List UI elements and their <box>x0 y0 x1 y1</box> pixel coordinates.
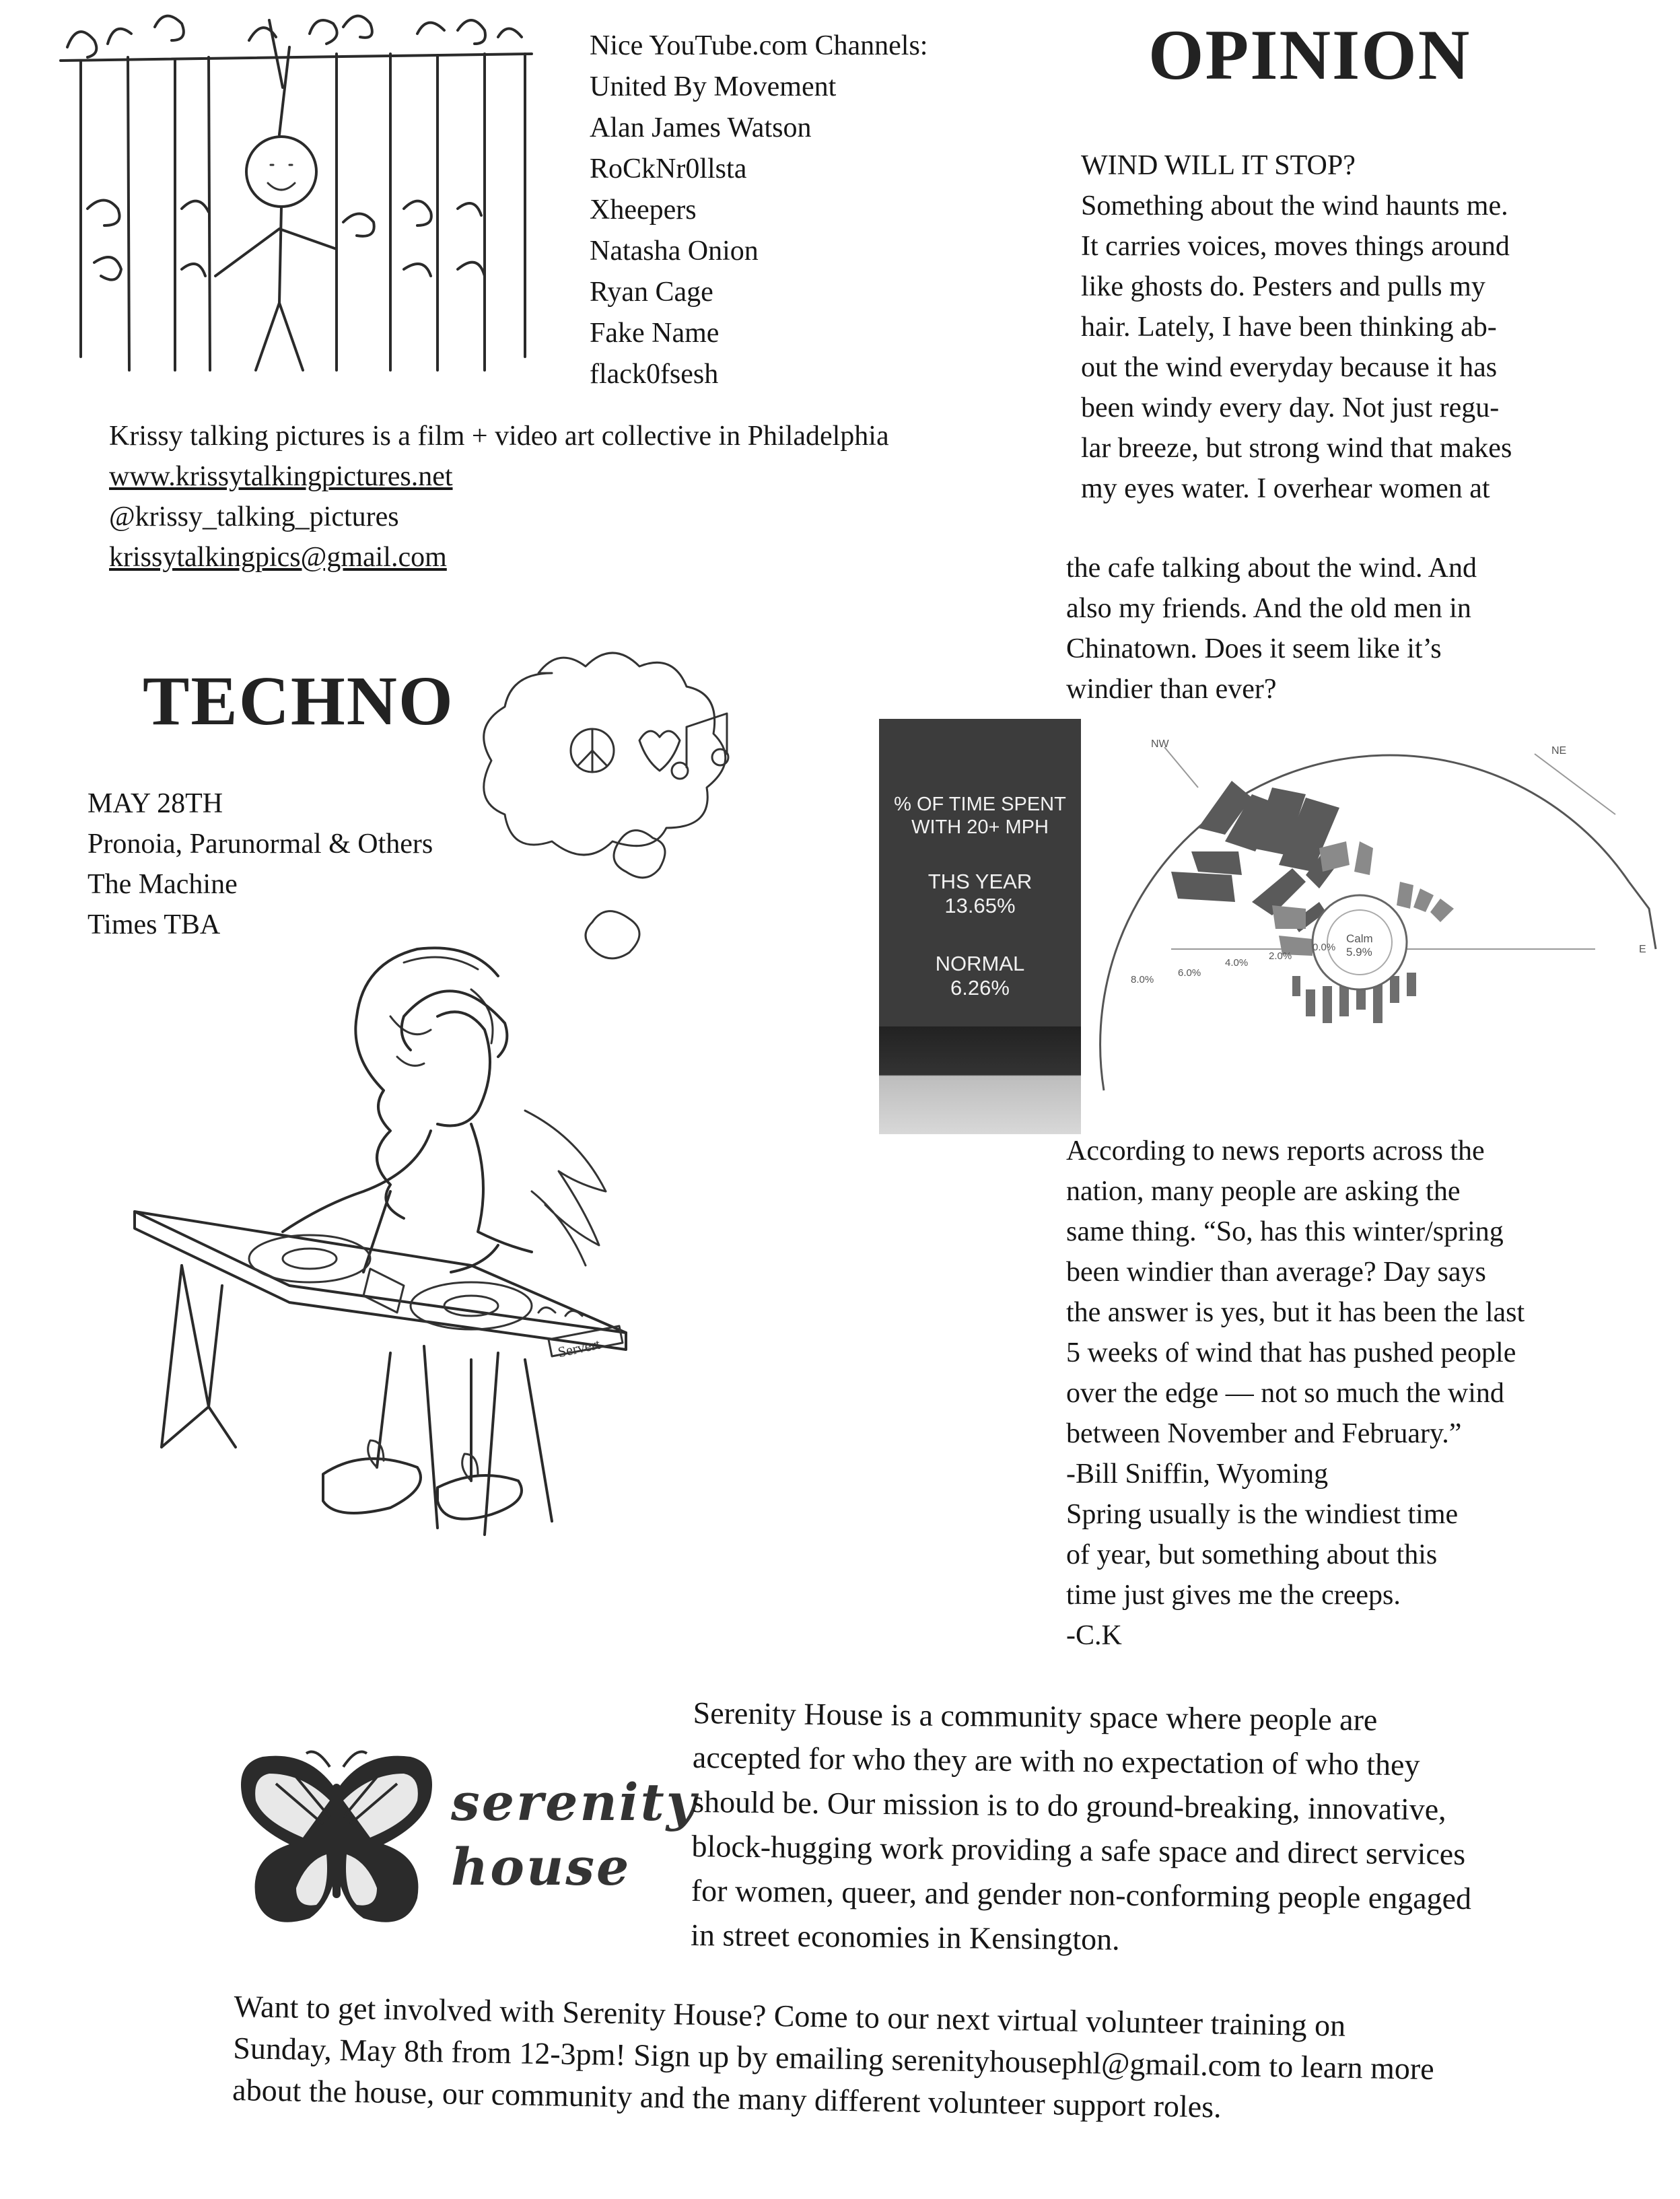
ring-label: 0.0% <box>1312 942 1336 953</box>
opinion-line: out the wind everyday because it has <box>1081 352 1498 383</box>
channel-item: RoCkNr0llsta <box>590 153 747 184</box>
serenity-volunteer <box>232 1986 1436 2132</box>
volunteer-line: Want to get involved with Serenity House? Come to our next virtual volunteer training on <box>234 1988 1346 2043</box>
opinion-line: lar breeze, but strong wind that makes <box>1081 433 1512 464</box>
compass-e: E <box>1639 944 1646 955</box>
opinion-title: WIND WILL IT STOP? <box>1081 150 1356 181</box>
opinion-line: same thing. “So, has this winter/spring <box>1066 1216 1504 1247</box>
opinion-line: Spring usually is the windiest time <box>1066 1499 1459 1530</box>
channel-item: Alan James Watson <box>590 112 812 143</box>
ring-label: 8.0% <box>1131 974 1154 985</box>
wind-rose-chart <box>875 707 1656 1124</box>
about-line: in street economies in Kensington. <box>690 1917 1120 1957</box>
opinion-line: time just gives me the creeps. <box>1066 1580 1401 1611</box>
compass-ne: NE <box>1551 745 1567 757</box>
opinion-column-middle <box>1066 548 1477 709</box>
dj-girl-drawing <box>121 639 794 1622</box>
opinion-line: between November and February.” <box>1066 1418 1462 1449</box>
serenity-logo-text: serenity <box>451 1772 698 1832</box>
serenity-about <box>691 1691 1473 1965</box>
opinion-line: windier than ever? <box>1066 674 1277 705</box>
opinion-line: nation, many people are asking the <box>1066 1176 1461 1207</box>
channel-item: Fake Name <box>590 318 720 349</box>
opinion-heading: OPINION <box>1148 15 1471 94</box>
peace-icon <box>571 729 614 772</box>
music-note-icon <box>672 713 728 779</box>
opinion-line: -C.K <box>1066 1620 1122 1651</box>
krissy-email-link[interactable]: krissytalkingpics@gmail.com <box>109 542 447 573</box>
techno-venue: The Machine <box>88 869 238 900</box>
krissy-block <box>109 416 889 578</box>
opinion-line: -Bill Sniffin, Wyoming <box>1066 1459 1329 1490</box>
opinion-line: Something about the wind haunts me. <box>1081 190 1508 221</box>
dj-drawing <box>121 639 794 1622</box>
opinion-line: been windy every day. Not just regu- <box>1081 392 1500 423</box>
ring-label: 6.0% <box>1178 967 1201 979</box>
mixer-label: Servert <box>556 1335 602 1361</box>
about-line: for women, queer, and gender non-conforming people engaged <box>691 1873 1472 1916</box>
channel-item: Natasha Onion <box>590 236 759 267</box>
normal-label: NORMAL <box>935 952 1025 975</box>
techno-heading: TECHNO <box>143 662 454 740</box>
normal-value: 6.26% <box>950 976 1010 1000</box>
volunteer-line: about the house, our community and the many different volunteer support roles. <box>232 2072 1222 2124</box>
house-logo-text: house <box>451 1837 631 1897</box>
compass-nw: NW <box>1151 738 1169 750</box>
opinion-line: Chinatown. Does it seem like it’s <box>1066 633 1442 664</box>
about-line: Serenity House is a community space where people are <box>693 1695 1378 1737</box>
opinion-line: 5 weeks of wind that has pushed people <box>1066 1337 1516 1368</box>
volunteer-line: Sunday, May 8th from 12-3pm! Sign up by emailing serenityhousephl@gmail.com to learn more <box>232 2030 1435 2087</box>
calm-label: Calm <box>1346 932 1373 945</box>
youtube-heading: Nice YouTube.com Channels: <box>590 30 928 61</box>
serenity-logo <box>229 1737 698 1945</box>
opinion-line: also my friends. And the old men in <box>1066 593 1471 624</box>
channel-item: flack0fsesh <box>590 359 719 390</box>
youtube-channels-list <box>590 26 928 395</box>
stick-figure-behind-gate-drawing <box>54 7 538 390</box>
techno-date: MAY 28TH <box>88 788 223 819</box>
techno-times: Times TBA <box>88 909 221 940</box>
opinion-line: According to news reports across the <box>1066 1136 1485 1166</box>
ring-label: 4.0% <box>1225 957 1249 969</box>
panel-title-line: WITH 20+ MPH <box>911 816 1049 838</box>
opinion-line: It carries voices, moves things around <box>1081 231 1510 262</box>
about-line: block-hugging work providing a safe space and direct services <box>691 1828 1466 1872</box>
channel-item: Xheepers <box>590 195 697 225</box>
ring-label: 2.0% <box>1269 950 1292 962</box>
krissy-description: Krissy talking pictures is a film + video art collective in Philadelphia <box>109 421 889 452</box>
panel-title-line: % OF TIME SPENT <box>894 794 1066 815</box>
opinion-column-top <box>1081 145 1512 509</box>
krissy-handle: @krissy_talking_pictures <box>109 501 399 532</box>
opinion-line: the answer is yes, but it has been the last <box>1066 1297 1525 1328</box>
calm-value: 5.9% <box>1346 946 1372 958</box>
about-line: should be. Our mission is to do ground-breaking, innovative, <box>692 1784 1446 1827</box>
opinion-line: been windier than average? Day says <box>1066 1257 1486 1288</box>
this-year-value: 13.65% <box>944 894 1016 917</box>
opinion-column-bottom <box>1066 1131 1525 1656</box>
opinion-line: of year, but something about this <box>1066 1539 1438 1570</box>
opinion-line: the cafe talking about the wind. And <box>1066 553 1477 584</box>
butterfly-icon <box>229 1737 444 1939</box>
channel-item: United By Movement <box>590 71 837 102</box>
this-year-label: THS YEAR <box>928 870 1032 893</box>
krissy-website-link[interactable]: www.krissytalkingpictures.net <box>109 461 453 492</box>
opinion-line: over the edge — not so much the wind <box>1066 1378 1504 1409</box>
opinion-line: hair. Lately, I have been thinking ab- <box>1081 312 1497 343</box>
channel-item: Ryan Cage <box>590 277 713 308</box>
opinion-line: like ghosts do. Pesters and pulls my <box>1081 271 1485 302</box>
techno-lineup: Pronoia, Parunormal & Others <box>88 829 433 860</box>
gate-drawing <box>54 7 538 390</box>
wind-graphic <box>875 707 1656 1124</box>
opinion-line: my eyes water. I overhear women at <box>1081 473 1490 504</box>
about-line: accepted for who they are with no expectation of who they <box>692 1739 1420 1782</box>
